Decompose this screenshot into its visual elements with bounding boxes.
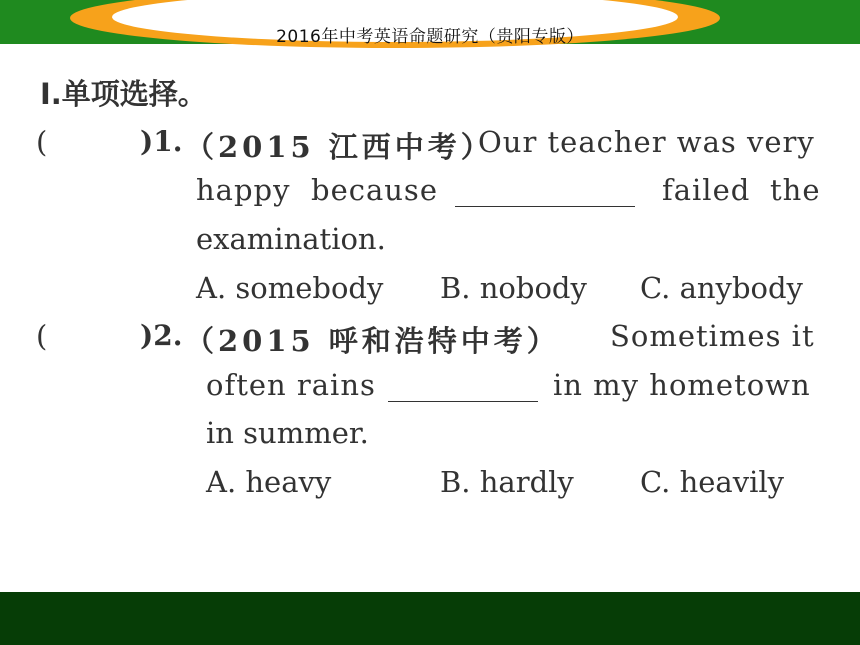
bottom-band — [0, 592, 860, 645]
section-heading: Ⅰ.单项选择。 — [40, 77, 207, 111]
option-b: B. nobody — [440, 271, 587, 305]
question-text-word: failed — [662, 173, 751, 207]
question-number: )1. — [140, 125, 183, 158]
question-number: )2. — [140, 319, 183, 352]
source-label: （2015 江西中考） — [185, 130, 494, 164]
question-text-line1: Sometimes it — [610, 319, 815, 353]
question-text-word: in my hometown — [553, 368, 811, 402]
option-a: A. heavy — [206, 465, 332, 499]
option-c: C. anybody — [640, 271, 803, 305]
option-a: A. somebody — [196, 271, 384, 305]
option-c: C. heavily — [640, 465, 785, 499]
answer-blank — [388, 379, 538, 402]
banner-title: 2016年中考英语命题研究（贵阳专版） — [276, 27, 584, 47]
question-text-word: happy — [196, 173, 291, 207]
source-label: （2015 呼和浩特中考） — [185, 324, 560, 358]
question-text-line3: examination. — [196, 222, 386, 256]
question-text-word: because — [311, 173, 438, 207]
answer-blank — [455, 184, 635, 207]
answer-paren-open: ( — [36, 319, 48, 353]
question-text-line3: in summer. — [206, 416, 369, 450]
question-text-line1: Our teacher was very — [478, 125, 815, 159]
answer-paren-open: ( — [36, 125, 48, 159]
option-b: B. hardly — [440, 465, 574, 499]
question-text-word: often rains — [206, 368, 376, 402]
question-text-word: the — [770, 173, 821, 207]
question-source — [185, 125, 494, 166]
question-source — [185, 319, 560, 360]
